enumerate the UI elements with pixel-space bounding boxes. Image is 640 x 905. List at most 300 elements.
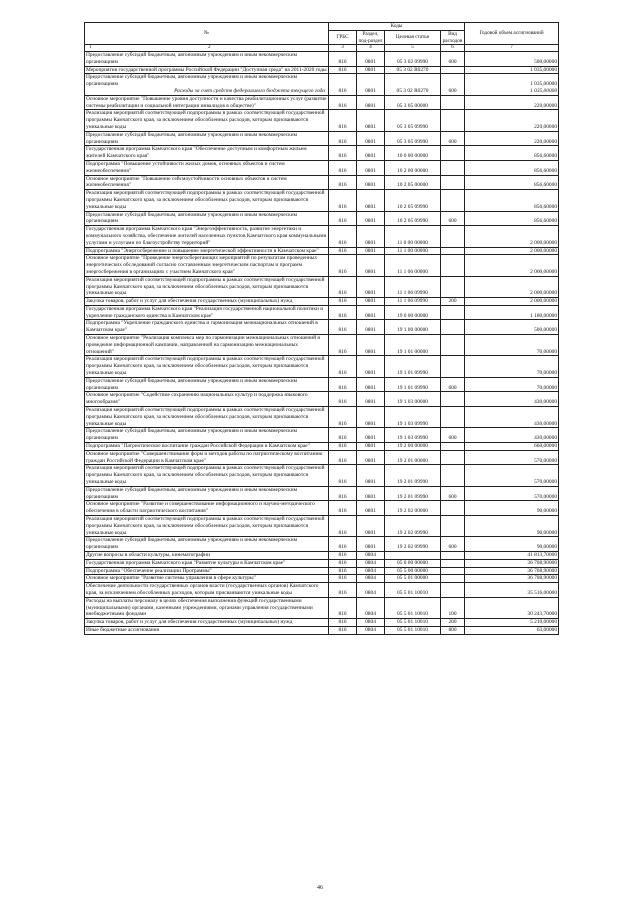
row-name-text: Основное мероприятие "Повышение уровня доступности и качества реабилитационных услуг (развитие системы реабилитации и социальной интеграции инвалидов в обществе)"	[86, 95, 327, 109]
row-name	[85, 537, 329, 552]
row-cs	[385, 551, 441, 559]
row-name	[85, 95, 329, 110]
row-name	[85, 276, 329, 297]
row-vid	[441, 110, 465, 131]
row-vid	[441, 575, 465, 583]
row-cs: 19 1 00 00000	[385, 320, 441, 335]
table-row	[85, 160, 559, 175]
row-sum-value: 856,60000	[534, 218, 558, 225]
table-body	[85, 52, 559, 635]
row-grbs: 816	[329, 575, 357, 583]
table-row	[85, 190, 559, 211]
row-sum-value: 570,00000	[534, 479, 558, 486]
row-razdel: 0801	[357, 146, 385, 161]
row-cs: 10 2 05 09990	[385, 211, 441, 226]
row-grbs: 816	[329, 160, 357, 175]
row-sum-value: 30 243,70000	[527, 611, 558, 618]
table-row	[85, 465, 559, 486]
row-vid: 600	[441, 377, 465, 392]
row-sum	[465, 305, 559, 320]
row-sum-federal: 1 035,00000	[530, 87, 558, 94]
row-vid	[441, 335, 465, 356]
row-grbs: 816	[329, 146, 357, 161]
row-grbs: 816	[329, 567, 357, 575]
row-name-text: Предоставление субсидий бюджетным, автономным учреждениям и иным некоммерческим организациям	[86, 428, 298, 442]
row-name-text: Иные бюджетные ассигнования	[86, 626, 159, 633]
row-name-text: Обеспечение деятельности государственных органов власти (государственных органов) Камчатского края, за исключением обособленных расходов, которым присваиваются уникальные коды	[86, 583, 319, 596]
row-name-text: Предоставление субсидий бюджетным, автономным учреждениям и иным некоммерческим организациям	[86, 211, 298, 225]
row-sum-value: 500,00000	[534, 58, 558, 65]
row-sum-value: 5 210,00000	[530, 619, 558, 626]
row-name	[85, 619, 329, 627]
row-cs: 05 3 05 00000	[385, 95, 441, 110]
row-name	[85, 255, 329, 276]
table-row	[85, 247, 559, 255]
row-razdel: 0801	[357, 131, 385, 146]
table-row	[85, 276, 559, 297]
row-sum-value: 856,60000	[534, 167, 558, 174]
row-vid	[441, 551, 465, 559]
row-razdel: 0801	[357, 537, 385, 552]
row-sum-value: 36 708,90000	[527, 567, 558, 574]
row-name-text: Государственная программа Камчатского края "Развитие культуры в Камчатском крае"	[86, 559, 286, 566]
row-vid	[441, 175, 465, 190]
row-grbs: 816	[329, 619, 357, 627]
row-name-text: Реализация мероприятий соответствующей подпрограммы в рамках соответствующей государственной программы Камчатского края, за исключением обособленных расходов, которым присваиваются уникальные коды	[86, 190, 325, 210]
row-vid	[441, 66, 465, 74]
table-row	[85, 428, 559, 443]
row-razdel: 0804	[357, 575, 385, 583]
row-name	[85, 305, 329, 320]
row-sum-value: 90,00000	[536, 508, 558, 515]
row-razdel: 0804	[357, 583, 385, 598]
row-vid	[441, 160, 465, 175]
row-sum	[465, 255, 559, 276]
row-grbs: 816	[329, 626, 357, 634]
row-cs: 19 2 01 09990	[385, 465, 441, 486]
row-grbs: 816	[329, 52, 357, 67]
colnum: 7	[465, 45, 559, 52]
table-row	[85, 443, 559, 451]
row-sum	[465, 247, 559, 255]
row-vid	[441, 95, 465, 110]
colnum: 1 2	[85, 45, 329, 52]
row-razdel: 0801	[357, 392, 385, 407]
row-sum-value: 220,00000	[534, 138, 558, 145]
row-vid	[441, 407, 465, 428]
row-cs: 10 2 05 00000	[385, 175, 441, 190]
row-sum-value: 2 000,00000	[530, 298, 558, 305]
row-sum-value: 220,00000	[534, 102, 558, 109]
row-name	[85, 559, 329, 567]
row-name	[85, 66, 329, 74]
row-sum	[465, 131, 559, 146]
row-vid	[441, 276, 465, 297]
row-cs: 10 2 05 09990	[385, 190, 441, 211]
row-name	[85, 443, 329, 451]
row-cs: 05 5 01 10010	[385, 619, 441, 627]
table-row	[85, 619, 559, 627]
row-vid	[441, 501, 465, 516]
row-sum	[465, 52, 559, 67]
table-row	[85, 66, 559, 74]
row-name-text: Основное мероприятие "Содействие сохранению национальных культур и поддержка языкового многообразия"	[86, 392, 308, 406]
row-name	[85, 450, 329, 465]
row-grbs: 816	[329, 247, 357, 255]
row-grbs: 816	[329, 551, 357, 559]
row-grbs: 816	[329, 450, 357, 465]
row-cs: 05 5 01 00000	[385, 575, 441, 583]
row-vid	[441, 450, 465, 465]
row-name	[85, 626, 329, 634]
row-name-text: Реализация мероприятий соответствующей подпрограммы в рамках соответствующей государственной программы Камчатского края, за исключением обособленных расходов, которым присваиваются уникальные коды	[86, 465, 325, 486]
header-name: №	[85, 23, 329, 45]
row-razdel: 0801	[357, 95, 385, 110]
row-cs: 05 5 00 00000	[385, 567, 441, 575]
row-vid	[441, 305, 465, 320]
row-name-text: Реализация мероприятий соответствующей подпрограммы в рамках соответствующей государственной программы Камчатского края, за исключением обособленных расходов, которым присваиваются уникальные коды	[86, 356, 325, 377]
row-cs: 19 1 01 09990	[385, 377, 441, 392]
table-row	[85, 298, 559, 306]
row-sum	[465, 450, 559, 465]
row-sum-value: 856,60000	[534, 203, 558, 210]
row-sum	[465, 66, 559, 74]
row-cs: 19 2 02 00000	[385, 501, 441, 516]
table-row	[85, 559, 559, 567]
table-row	[85, 407, 559, 428]
row-grbs: 816	[329, 516, 357, 537]
row-sum-value: 430,00000	[534, 420, 558, 427]
table-row	[85, 377, 559, 392]
row-vid: 600	[441, 428, 465, 443]
table-row	[85, 356, 559, 377]
row-grbs: 816	[329, 66, 357, 74]
row-vid: 600	[441, 52, 465, 67]
row-name-text: Предоставление субсидий бюджетным, автономным учреждениям и иным некоммерческим организациям	[86, 486, 298, 500]
row-cs: 05 3 05 09990	[385, 131, 441, 146]
row-name-text: Предоставление субсидий бюджетным, автономным учреждениям и иным некоммерческим организациям	[86, 537, 298, 551]
row-grbs: 816	[329, 407, 357, 428]
table-row	[85, 146, 559, 161]
row-sum	[465, 95, 559, 110]
row-grbs: 816	[329, 211, 357, 226]
row-razdel: 0801	[357, 407, 385, 428]
row-razdel: 0801	[357, 305, 385, 320]
row-sum-value: 1 035,00000	[530, 81, 558, 88]
row-name	[85, 392, 329, 407]
row-name	[85, 52, 329, 67]
row-grbs: 816	[329, 95, 357, 110]
row-sum-value: 500,00000	[534, 327, 558, 334]
table-row	[85, 320, 559, 335]
row-name	[85, 335, 329, 356]
row-sum-value: 430,00000	[534, 399, 558, 406]
row-sum	[465, 551, 559, 559]
header-razdel: Раздел, под-раздел	[357, 31, 385, 45]
row-name-text: Государственная программа Камчатского края "Обеспечение доступным и комфортным жильем жителей Камчатского края"	[86, 146, 307, 160]
row-sum	[465, 377, 559, 392]
row-sum-value: 2 000,00000	[530, 239, 558, 246]
row-name-text: Другие вопросы в области культуры, кинематографии	[86, 551, 210, 558]
row-razdel: 0804	[357, 567, 385, 575]
row-sum	[465, 575, 559, 583]
row-name-text: Подпрограмма "Укрепление гражданского единства и гармонизация межнациональных отношений в Камчатском крае"	[86, 320, 318, 334]
row-vid: 100	[441, 597, 465, 618]
row-sum	[465, 392, 559, 407]
row-razdel: 0801	[357, 428, 385, 443]
row-vid: 800	[441, 626, 465, 634]
row-sum	[465, 356, 559, 377]
row-sum-value: 90,00000	[536, 529, 558, 536]
row-grbs: 816	[329, 537, 357, 552]
table-row	[85, 211, 559, 226]
row-sum	[465, 516, 559, 537]
table-row	[85, 255, 559, 276]
table-row	[85, 551, 559, 559]
row-name	[85, 298, 329, 306]
row-cs: 05 3 02 09990	[385, 52, 441, 67]
row-name-text: Основное мероприятие "Совершенствование форм и методов работы по патриотическому воспитанию граждан Российской Федерации в Камчатском крае"	[86, 450, 323, 464]
row-vid	[441, 465, 465, 486]
row-sum-value: 90,00000	[536, 544, 558, 551]
row-sum	[465, 407, 559, 428]
row-cs: 05 3 05 09990	[385, 110, 441, 131]
row-razdel: 0801	[357, 226, 385, 247]
row-grbs: 816	[329, 443, 357, 451]
row-cs: 19 1 03 09990	[385, 428, 441, 443]
row-vid	[441, 583, 465, 598]
row-grbs: 816	[329, 190, 357, 211]
row-sum	[465, 298, 559, 306]
row-sum-value: 70,00000	[536, 370, 558, 377]
table-row	[85, 486, 559, 501]
row-sum-value: 660,00000	[534, 443, 558, 450]
row-sum	[465, 190, 559, 211]
row-vid	[441, 255, 465, 276]
table-row	[85, 110, 559, 131]
row-grbs: 816	[329, 175, 357, 190]
row-name	[85, 583, 329, 598]
row-sum	[465, 428, 559, 443]
row-grbs: 816	[329, 486, 357, 501]
row-razdel: 0801	[357, 190, 385, 211]
header-grbs: ГРБС	[329, 31, 357, 45]
row-name	[85, 516, 329, 537]
row-sum	[465, 211, 559, 226]
row-cs: 19 2 01 09990	[385, 486, 441, 501]
row-name	[85, 486, 329, 501]
row-name-text: Расходы на выплаты персоналу в целях обеспечения выполнения функций государственными (муниципальными) органами, казенными учреждениями, органами управления государственными внебюджетными фондами	[86, 597, 313, 618]
row-grbs: 816	[329, 465, 357, 486]
row-razdel: 0804	[357, 551, 385, 559]
row-cs: 19 2 02 09990	[385, 516, 441, 537]
row-vid	[441, 567, 465, 575]
row-grbs: 816	[329, 559, 357, 567]
row-sum-value: 36 708,90000	[527, 575, 558, 582]
header-codes: Коды	[329, 23, 465, 31]
row-sum	[465, 146, 559, 161]
row-name	[85, 226, 329, 247]
row-name	[85, 428, 329, 443]
row-cs: 19 2 02 09990	[385, 537, 441, 552]
row-note: Расходы за счет средств федерального бюджета текущего года	[174, 87, 325, 94]
table-header	[85, 23, 559, 52]
row-name-text: Реализация мероприятий соответствующей подпрограммы в рамках соответствующей государственной программы Камчатского края, за исключением обособленных расходов, которым присваиваются уникальные коды	[86, 276, 325, 297]
row-name-text: Предоставление субсидий бюджетным, автономным учреждениям и иным некоммерческим организациям	[86, 52, 298, 65]
row-sum-value: 2 000,00000	[530, 268, 558, 275]
row-grbs: 816	[329, 276, 357, 297]
row-cs: 10 2 00 00000	[385, 160, 441, 175]
row-razdel: 0801	[357, 377, 385, 392]
row-sum	[465, 443, 559, 451]
colnum: 3	[329, 45, 357, 52]
row-sum	[465, 276, 559, 297]
row-grbs: 816	[329, 392, 357, 407]
row-sum-value: 70,00000	[536, 384, 558, 391]
row-sum	[465, 537, 559, 552]
table-row	[85, 131, 559, 146]
row-name	[85, 501, 329, 516]
row-name-text: Подпрограмма "Энергосбережение и повышение энергетической эффективности в Камчатском крае"	[86, 247, 319, 254]
table-row	[85, 501, 559, 516]
row-grbs: 816	[329, 583, 357, 598]
table-row	[85, 226, 559, 247]
row-grbs: 816	[329, 320, 357, 335]
row-name	[85, 74, 329, 95]
row-grbs: 816	[329, 226, 357, 247]
header-sum: Годовой объем ассигнований	[465, 23, 559, 45]
table-row	[85, 74, 559, 95]
row-sum	[465, 226, 559, 247]
table-row	[85, 575, 559, 583]
row-sum	[465, 626, 559, 634]
row-grbs: 816	[329, 377, 357, 392]
row-name-text: Предоставление субсидий бюджетным, автономным учреждениям и иным некоммерческим организациям	[86, 377, 298, 391]
row-razdel: 0801	[357, 66, 385, 74]
row-razdel: 0801	[357, 320, 385, 335]
row-razdel: 0801	[357, 160, 385, 175]
budget-table	[84, 22, 559, 635]
row-razdel: 0801	[357, 276, 385, 297]
row-cs: 05 3 02 R0270	[385, 66, 441, 74]
row-name-text: Предоставление субсидий бюджетным, автономным учреждениям и иным некоммерческим организациям	[86, 131, 298, 145]
row-name	[85, 597, 329, 618]
row-sum	[465, 320, 559, 335]
row-razdel: 0801	[357, 255, 385, 276]
row-razdel: 0801	[357, 450, 385, 465]
row-vid	[441, 146, 465, 161]
page-number: 46	[317, 885, 323, 891]
row-name	[85, 211, 329, 226]
row-vid	[441, 190, 465, 211]
row-razdel: 0801	[357, 465, 385, 486]
row-name-text: Основное мероприятие "Реализация комплекса мер по гармонизации межнациональных отношений и проведение информационной кампании, направленной на гармонизацию межнациональных отношений"	[86, 335, 321, 355]
row-name	[85, 567, 329, 575]
row-sum-value: 70,00000	[536, 348, 558, 355]
row-cs: 19 1 03 00000	[385, 392, 441, 407]
row-vid	[441, 356, 465, 377]
row-sum	[465, 110, 559, 131]
row-razdel: 0801	[357, 175, 385, 190]
row-vid: 600	[441, 131, 465, 146]
row-sum-value: 220,00000	[534, 123, 558, 130]
row-vid: 600	[441, 74, 465, 95]
budget-document	[84, 22, 558, 635]
row-razdel: 0801	[357, 516, 385, 537]
row-vid	[441, 226, 465, 247]
row-sum	[465, 559, 559, 567]
row-name-text: Подпрограмма "Повышение устойчивости жилых домов, основных объектов и систем жизнеобеспечения"	[86, 160, 285, 174]
row-name-text: Реализация мероприятий соответствующей подпрограммы в рамках соответствующей государственной программы Камчатского края, за исключением обособленных расходов, которым присваиваются уникальные коды	[86, 407, 325, 427]
row-sum-value: 570,00000	[534, 493, 558, 500]
row-grbs: 816	[329, 131, 357, 146]
row-name	[85, 190, 329, 211]
row-sum	[465, 465, 559, 486]
row-cs: 19 1 01 00000	[385, 335, 441, 356]
row-razdel: 0804	[357, 597, 385, 618]
row-cs: 05 5 01 10010	[385, 583, 441, 598]
row-razdel: 0801	[357, 211, 385, 226]
row-grbs: 816	[329, 255, 357, 276]
colnum: 4	[357, 45, 385, 52]
row-sum-value: 1 180,00000	[530, 312, 558, 319]
row-razdel: 0801	[357, 52, 385, 67]
row-name-text: Основное мероприятие "Повышение сейсмоустойчивости основных объектов и систем жизнеобеспечения"	[86, 175, 287, 189]
row-sum	[465, 597, 559, 618]
row-vid: 200	[441, 298, 465, 306]
row-name	[85, 146, 329, 161]
row-name	[85, 175, 329, 190]
row-sum-value: 856,60000	[534, 153, 558, 160]
row-cs: 19 2 00 00000	[385, 443, 441, 451]
row-sum	[465, 335, 559, 356]
row-grbs: 816	[329, 305, 357, 320]
row-name	[85, 110, 329, 131]
row-cs: 19 1 01 09990	[385, 356, 441, 377]
row-vid	[441, 392, 465, 407]
row-name-text: Закупка товаров, работ и услуг для обеспечения государственных (муниципальных) нужд	[86, 619, 293, 626]
table-row	[85, 537, 559, 552]
table-row	[85, 335, 559, 356]
row-cs: 10 0 00 00000	[385, 146, 441, 161]
row-name-text: Государственная программа Камчатского края "Энергоэффективность, развитие энергетики и коммунального хозяйства, обеспечение жителей населенных пунктов Камчатского края коммунальными услугами и услугами по благоустройству территорий"	[86, 226, 327, 246]
row-sum	[465, 74, 559, 95]
row-grbs: 816	[329, 298, 357, 306]
row-name-text: Закупка товаров, работ и услуг для обеспечения государственных (муниципальных) нужд	[86, 298, 293, 305]
row-sum	[465, 160, 559, 175]
row-name	[85, 356, 329, 377]
row-sum-value: 856,60000	[534, 182, 558, 189]
row-cs: 19 0 00 00000	[385, 305, 441, 320]
colnum: 6	[441, 45, 465, 52]
row-sum	[465, 567, 559, 575]
row-grbs: 816	[329, 597, 357, 618]
row-razdel: 0801	[357, 486, 385, 501]
row-name-text: Основное мероприятие "Развитие и совершенствование информационного и научно-методического обеспечения в области патриотического воспитания"	[86, 501, 315, 515]
table-row	[85, 305, 559, 320]
row-name	[85, 575, 329, 583]
row-razdel: 0801	[357, 335, 385, 356]
table-row	[85, 567, 559, 575]
row-sum-value: 2 000,00000	[530, 290, 558, 297]
row-vid: 600	[441, 537, 465, 552]
row-sum	[465, 501, 559, 516]
row-sum	[465, 486, 559, 501]
row-sum	[465, 583, 559, 598]
row-razdel: 0804	[357, 619, 385, 627]
row-name-text: Государственная программа Камчатского края "Реализация государственной национальной политики и укрепление гражданского единства в Камчатском крае"	[86, 305, 324, 319]
row-grbs: 816	[329, 356, 357, 377]
